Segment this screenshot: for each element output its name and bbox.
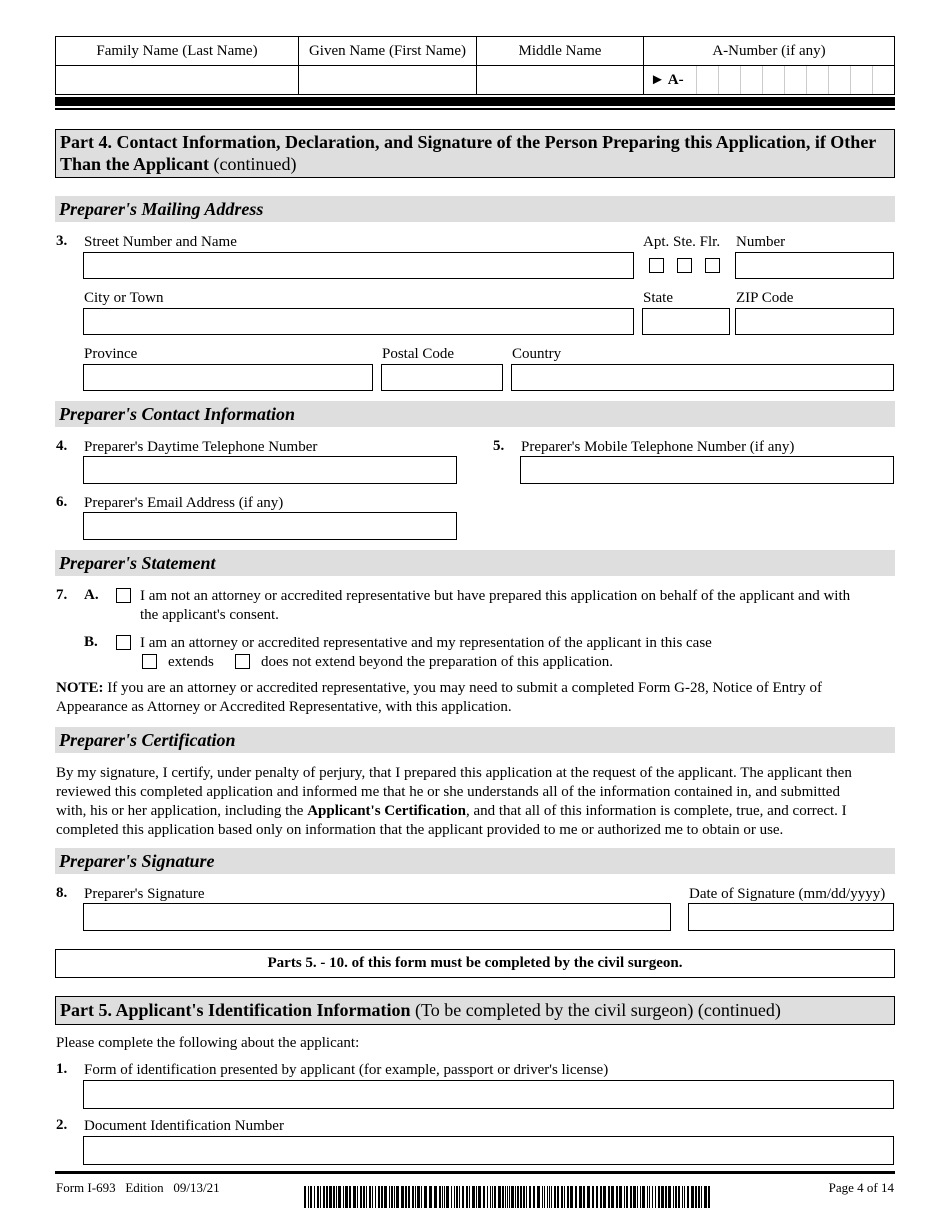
statement-heading: Preparer's Statement	[55, 550, 895, 576]
does-not-extend-label: does not extend beyond the preparation of this application.	[261, 654, 613, 670]
email-input[interactable]	[83, 512, 457, 540]
certification-line1: By my signature, I certify, under penalty of perjury, that I prepared this application at the request of the applicant. The applicant then	[56, 765, 852, 781]
certification-line3-start: with, his or her application, including the	[56, 803, 308, 819]
header-thick-rule	[55, 97, 895, 106]
part5-question-1-number: 1.	[56, 1061, 68, 1077]
part5-title-bold: Part 5. Applicant's Identification Information	[60, 1000, 411, 1020]
footer-page-number: Page 4 of 14	[828, 1180, 894, 1195]
daytime-phone-label: Preparer's Daytime Telephone Number	[84, 439, 318, 455]
state-label: State	[643, 290, 673, 306]
note-line2: Appearance as Attorney or Accredited Representative, with this application.	[56, 699, 512, 715]
anumber-prefix: ► A-	[650, 71, 684, 88]
header-family-name-field[interactable]	[56, 66, 299, 95]
question-7-number: 7.	[56, 587, 68, 603]
date-of-signature-label: Date of Signature (mm/dd/yyyy)	[689, 886, 886, 902]
question-3-number: 3.	[56, 233, 68, 249]
city-input[interactable]	[83, 308, 634, 335]
applicants-certification-bold: Applicant's Certification	[307, 803, 466, 819]
note-line1	[56, 679, 822, 698]
certification-line3-end: , and that all of this information is complete, true, and correct. I	[465, 803, 847, 819]
option-a-text-line2: the applicant's consent.	[140, 607, 279, 623]
street-input[interactable]	[83, 252, 634, 279]
extends-label: extends	[168, 654, 214, 670]
daytime-phone-input[interactable]	[83, 456, 457, 484]
option-b-letter: B.	[84, 634, 98, 650]
postal-code-label: Postal Code	[382, 346, 455, 362]
header-anumber-label: A-Number (if any)	[644, 37, 895, 66]
part4-title	[55, 129, 895, 178]
option-a-letter: A.	[84, 587, 99, 603]
part4-title-continued: (continued)	[209, 154, 297, 174]
header-anumber-field[interactable]	[644, 66, 895, 95]
postal-code-input[interactable]	[381, 364, 503, 391]
document-id-input[interactable]	[83, 1136, 894, 1165]
country-input[interactable]	[511, 364, 894, 391]
part5-title	[55, 996, 895, 1025]
apt-ste-flr-label: Apt. Ste. Flr.	[643, 234, 721, 250]
document-id-label: Document Identification Number	[84, 1118, 284, 1134]
civil-surgeon-notice: Parts 5. - 10. of this form must be completed by the civil surgeon.	[55, 949, 895, 978]
question-5-number: 5.	[493, 438, 505, 454]
applicant-header-table	[55, 36, 895, 95]
zip-input[interactable]	[735, 308, 894, 335]
extends-checkbox[interactable]	[142, 654, 157, 669]
certification-line3	[56, 802, 847, 821]
part5-question-2-number: 2.	[56, 1117, 68, 1133]
certification-line4: completed this application based only on information that the applicant provided to me or authorized me to obtain or use.	[56, 822, 784, 838]
mobile-phone-input[interactable]	[520, 456, 894, 484]
unit-number-label: Number	[736, 234, 786, 250]
header-middle-name-label: Middle Name	[477, 37, 644, 66]
unit-number-input[interactable]	[735, 252, 894, 279]
province-input[interactable]	[83, 364, 373, 391]
zip-label: ZIP Code	[736, 290, 794, 306]
footer-rule	[55, 1171, 895, 1174]
date-of-signature-input[interactable]	[688, 903, 894, 931]
note-label: NOTE:	[56, 680, 104, 696]
header-family-name-label: Family Name (Last Name)	[56, 37, 299, 66]
option-b-text: I am an attorney or accredited representative and my representation of the applicant in this case	[140, 635, 712, 651]
note-text-line1: If you are an attorney or accredited representative, you may need to submit a completed Form G-28, Notice of Entry of	[103, 680, 823, 696]
question-8-number: 8.	[56, 885, 68, 901]
signature-heading: Preparer's Signature	[55, 848, 895, 874]
id-form-label: Form of identification presented by applicant (for example, passport or driver's license)	[84, 1062, 609, 1078]
header-given-name-field[interactable]	[299, 66, 477, 95]
anumber-digit-boxes[interactable]	[696, 66, 894, 94]
ste-checkbox[interactable]	[677, 258, 692, 273]
option-a-text-line1: I am not an attorney or accredited representative but have prepared this application on behalf of the applicant and with	[140, 588, 851, 604]
header-middle-name-field[interactable]	[477, 66, 644, 95]
question-6-number: 6.	[56, 494, 68, 510]
contact-info-heading: Preparer's Contact Information	[55, 401, 895, 427]
question-4-number: 4.	[56, 438, 68, 454]
does-not-extend-checkbox[interactable]	[235, 654, 250, 669]
footer-form-id: Form I-693 Edition 09/13/21	[56, 1180, 220, 1195]
street-label: Street Number and Name	[84, 234, 237, 250]
id-form-input[interactable]	[83, 1080, 894, 1109]
city-label: City or Town	[84, 290, 164, 306]
certification-line2: reviewed this completed application and informed me that he or she understands all of the information contained in, and submitted	[56, 784, 840, 800]
option-a-checkbox[interactable]	[116, 588, 131, 603]
state-select[interactable]	[642, 308, 730, 335]
email-label: Preparer's Email Address (if any)	[84, 495, 284, 511]
part5-intro: Please complete the following about the applicant:	[56, 1035, 360, 1051]
header-given-name-label: Given Name (First Name)	[299, 37, 477, 66]
flr-checkbox[interactable]	[705, 258, 720, 273]
country-label: Country	[512, 346, 562, 362]
barcode-image	[304, 1186, 712, 1208]
header-thin-rule	[55, 108, 895, 110]
option-b-checkbox[interactable]	[116, 635, 131, 650]
province-label: Province	[84, 346, 138, 362]
apt-checkbox[interactable]	[649, 258, 664, 273]
signature-label: Preparer's Signature	[84, 886, 205, 902]
certification-heading: Preparer's Certification	[55, 727, 895, 753]
mobile-phone-label: Preparer's Mobile Telephone Number (if any)	[521, 439, 795, 455]
signature-input[interactable]	[83, 903, 671, 931]
part4-title-bold: Part 4. Contact Information, Declaration, and Signature of the Person Preparing this Application, if Other Than the Applicant	[60, 132, 876, 174]
part5-title-normal: (To be completed by the civil surgeon) (continued)	[410, 1000, 781, 1020]
mailing-address-heading: Preparer's Mailing Address	[55, 196, 895, 222]
